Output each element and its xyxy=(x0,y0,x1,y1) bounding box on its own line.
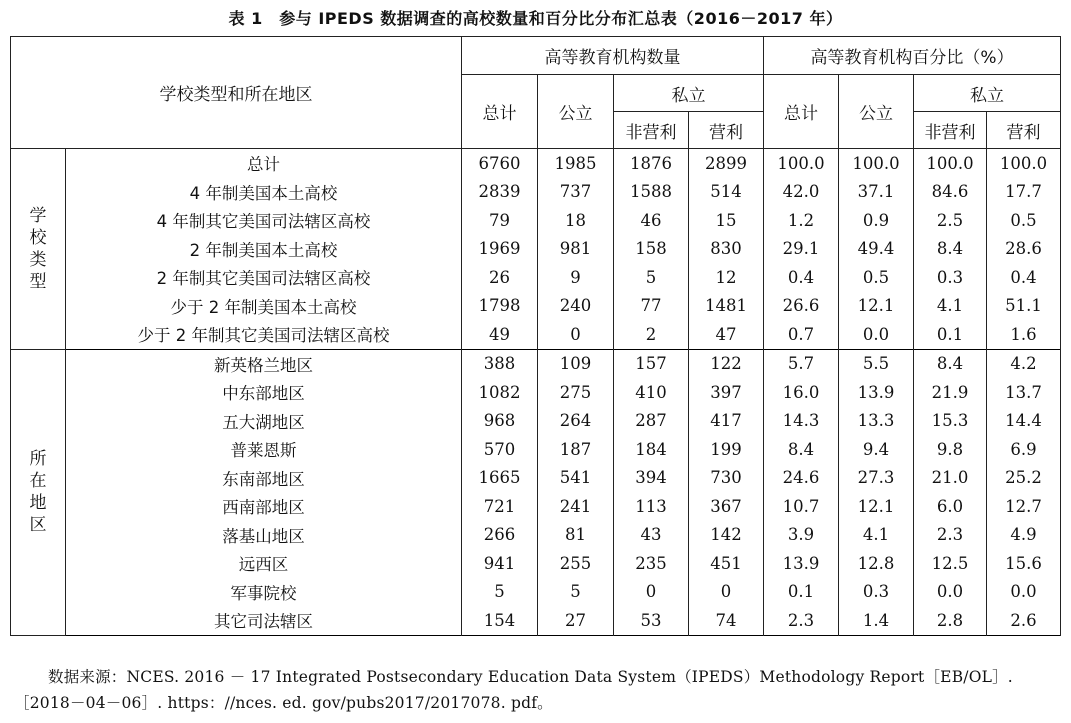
table-cell: 2.3 xyxy=(914,521,987,550)
header-pct-group: 高等教育机构百分比（%） xyxy=(764,37,1061,75)
table-row xyxy=(11,378,1061,407)
table-cell: 199 xyxy=(689,435,764,464)
table-cell: 1.2 xyxy=(764,206,839,235)
table-cell: 2839 xyxy=(462,178,538,207)
table-row xyxy=(11,549,1061,578)
table-title: 表 1 参与 IPEDS 数据调查的高校数量和百分比分布汇总表（2016－2017 年） xyxy=(228,9,843,28)
table-cell: 37.1 xyxy=(839,178,914,207)
table-cell: 721 xyxy=(462,492,538,521)
row-label: 普莱恩斯 xyxy=(66,435,462,464)
table-cell: 275 xyxy=(538,378,614,407)
table-header xyxy=(11,37,1061,149)
table-cell: 0.0 xyxy=(987,578,1061,607)
table-cell: 13.9 xyxy=(839,378,914,407)
table-row xyxy=(11,149,1061,178)
group-label-text: 学校类型 xyxy=(29,205,47,292)
table-cell: 14.4 xyxy=(987,407,1061,436)
table-cell: 79 xyxy=(462,206,538,235)
group-label xyxy=(11,149,66,350)
row-label: 其它司法辖区 xyxy=(66,606,462,635)
table-cell: 451 xyxy=(689,549,764,578)
table-cell: 53 xyxy=(614,606,689,635)
table-cell: 81 xyxy=(538,521,614,550)
table-row xyxy=(11,292,1061,321)
row-label: 东南部地区 xyxy=(66,464,462,493)
table-cell: 2.8 xyxy=(914,606,987,635)
table-cell: 417 xyxy=(689,407,764,436)
table-cell: 4.9 xyxy=(987,521,1061,550)
table-cell: 13.9 xyxy=(764,549,839,578)
header-count-group: 高等教育机构数量 xyxy=(462,37,764,75)
table-cell: 24.6 xyxy=(764,464,839,493)
row-label: 2 年制其它美国司法辖区高校 xyxy=(66,263,462,292)
table-cell: 26.6 xyxy=(764,292,839,321)
table-cell: 1665 xyxy=(462,464,538,493)
table-cell: 15.6 xyxy=(987,549,1061,578)
table-cell: 0.9 xyxy=(839,206,914,235)
table-cell: 5.7 xyxy=(764,349,839,378)
table-cell: 0.7 xyxy=(764,320,839,349)
table-cell: 0.3 xyxy=(914,263,987,292)
row-label: 2 年制美国本土高校 xyxy=(66,235,462,264)
row-label: 落基山地区 xyxy=(66,521,462,550)
table-cell: 77 xyxy=(614,292,689,321)
table-cell: 109 xyxy=(538,349,614,378)
table-cell: 367 xyxy=(689,492,764,521)
table-cell: 514 xyxy=(689,178,764,207)
table-cell: 26 xyxy=(462,263,538,292)
header-pct-public: 公立 xyxy=(839,75,914,149)
table-cell: 1798 xyxy=(462,292,538,321)
table-cell: 12 xyxy=(689,263,764,292)
table-cell: 15.3 xyxy=(914,407,987,436)
table-row xyxy=(11,435,1061,464)
table-cell: 0 xyxy=(614,578,689,607)
table-row xyxy=(11,464,1061,493)
table-cell: 43 xyxy=(614,521,689,550)
group-label xyxy=(11,349,66,635)
table-cell: 0 xyxy=(538,320,614,349)
table-cell: 968 xyxy=(462,407,538,436)
table-cell: 2.5 xyxy=(914,206,987,235)
table-cell: 8.4 xyxy=(764,435,839,464)
header-row-label: 学校类型和所在地区 xyxy=(11,37,462,149)
row-label: 总计 xyxy=(66,149,462,178)
row-label: 五大湖地区 xyxy=(66,407,462,436)
table-cell: 2.3 xyxy=(764,606,839,635)
header-pct-forprofit: 营利 xyxy=(987,112,1061,149)
table-cell: 47 xyxy=(689,320,764,349)
table-cell: 255 xyxy=(538,549,614,578)
table-cell: 1.4 xyxy=(839,606,914,635)
table-cell: 570 xyxy=(462,435,538,464)
row-label: 新英格兰地区 xyxy=(66,349,462,378)
table-cell: 0 xyxy=(689,578,764,607)
table-cell: 6760 xyxy=(462,149,538,178)
table-cell: 4.2 xyxy=(987,349,1061,378)
table-cell: 241 xyxy=(538,492,614,521)
table-cell: 21.9 xyxy=(914,378,987,407)
table-row xyxy=(11,206,1061,235)
table-cell: 0.1 xyxy=(914,320,987,349)
table-row xyxy=(11,521,1061,550)
table-cell: 25.2 xyxy=(987,464,1061,493)
row-label: 中东部地区 xyxy=(66,378,462,407)
table-cell: 3.9 xyxy=(764,521,839,550)
table-cell: 8.4 xyxy=(914,235,987,264)
table-cell: 981 xyxy=(538,235,614,264)
table-row xyxy=(11,407,1061,436)
header-count-nonprofit: 非营利 xyxy=(614,112,689,149)
table-cell: 1985 xyxy=(538,149,614,178)
table-cell: 0.3 xyxy=(839,578,914,607)
table-cell: 1481 xyxy=(689,292,764,321)
table-cell: 157 xyxy=(614,349,689,378)
table-cell: 15 xyxy=(689,206,764,235)
table-cell: 0.0 xyxy=(839,320,914,349)
table-cell: 541 xyxy=(538,464,614,493)
table-cell: 0.5 xyxy=(987,206,1061,235)
table-cell: 184 xyxy=(614,435,689,464)
table-body xyxy=(11,149,1061,636)
table-cell: 5.5 xyxy=(839,349,914,378)
table-cell: 29.1 xyxy=(764,235,839,264)
table-cell: 9 xyxy=(538,263,614,292)
table-cell: 10.7 xyxy=(764,492,839,521)
source-note: 数据来源：NCES. 2016 － 17 Integrated Postsecondary Education Data System（IPEDS）Methodology Report［EB/OL］.［2018－04－06］. https：//nces. ed. gov/pubs2017/2017078. pdf。 xyxy=(14,668,1013,712)
row-label: 少于 2 年制其它美国司法辖区高校 xyxy=(66,320,462,349)
table-cell: 18 xyxy=(538,206,614,235)
table-cell: 12.1 xyxy=(839,492,914,521)
table-row xyxy=(11,320,1061,349)
table-cell: 28.6 xyxy=(987,235,1061,264)
table-cell: 0.1 xyxy=(764,578,839,607)
table-cell: 1876 xyxy=(614,149,689,178)
table-cell: 8.4 xyxy=(914,349,987,378)
table-cell: 122 xyxy=(689,349,764,378)
table-cell: 1588 xyxy=(614,178,689,207)
table-cell: 46 xyxy=(614,206,689,235)
table-cell: 264 xyxy=(538,407,614,436)
table-cell: 1969 xyxy=(462,235,538,264)
table-cell: 100.0 xyxy=(764,149,839,178)
table-cell: 9.8 xyxy=(914,435,987,464)
table-cell: 13.7 xyxy=(987,378,1061,407)
table-cell: 2.6 xyxy=(987,606,1061,635)
header-count-private: 私立 xyxy=(614,75,764,112)
table-cell: 287 xyxy=(614,407,689,436)
table-cell: 235 xyxy=(614,549,689,578)
table-cell: 5 xyxy=(462,578,538,607)
table-cell: 100.0 xyxy=(839,149,914,178)
table-cell: 27.3 xyxy=(839,464,914,493)
header-count-public: 公立 xyxy=(538,75,614,149)
table-cell: 266 xyxy=(462,521,538,550)
row-label: 4 年制美国本土高校 xyxy=(66,178,462,207)
table-cell: 2899 xyxy=(689,149,764,178)
table-cell: 5 xyxy=(538,578,614,607)
table-cell: 388 xyxy=(462,349,538,378)
table-cell: 49 xyxy=(462,320,538,349)
table-cell: 158 xyxy=(614,235,689,264)
data-table xyxy=(10,36,1061,636)
table-cell: 9.4 xyxy=(839,435,914,464)
table-cell: 12.8 xyxy=(839,549,914,578)
table-cell: 49.4 xyxy=(839,235,914,264)
table-cell: 51.1 xyxy=(987,292,1061,321)
table-cell: 142 xyxy=(689,521,764,550)
table-cell: 830 xyxy=(689,235,764,264)
table-row xyxy=(11,492,1061,521)
row-label: 远西区 xyxy=(66,549,462,578)
table-cell: 397 xyxy=(689,378,764,407)
table-cell: 410 xyxy=(614,378,689,407)
table-cell: 154 xyxy=(462,606,538,635)
table-cell: 84.6 xyxy=(914,178,987,207)
header-pct-private: 私立 xyxy=(914,75,1061,112)
table-row xyxy=(11,578,1061,607)
table-cell: 16.0 xyxy=(764,378,839,407)
table-cell: 187 xyxy=(538,435,614,464)
table-cell: 0.5 xyxy=(839,263,914,292)
table-cell: 13.3 xyxy=(839,407,914,436)
table-cell: 12.1 xyxy=(839,292,914,321)
table-cell: 2 xyxy=(614,320,689,349)
table-cell: 941 xyxy=(462,549,538,578)
row-label: 4 年制其它美国司法辖区高校 xyxy=(66,206,462,235)
table-cell: 100.0 xyxy=(914,149,987,178)
table-cell: 1082 xyxy=(462,378,538,407)
table-cell: 4.1 xyxy=(914,292,987,321)
table-cell: 4.1 xyxy=(839,521,914,550)
group-label-text: 所在地区 xyxy=(29,449,47,535)
table-cell: 12.7 xyxy=(987,492,1061,521)
table-row xyxy=(11,606,1061,635)
table-cell: 240 xyxy=(538,292,614,321)
table-cell: 1.6 xyxy=(987,320,1061,349)
table-cell: 113 xyxy=(614,492,689,521)
table-cell: 0.0 xyxy=(914,578,987,607)
table-row xyxy=(11,263,1061,292)
row-label: 军事院校 xyxy=(66,578,462,607)
table-cell: 6.9 xyxy=(987,435,1061,464)
table-cell: 74 xyxy=(689,606,764,635)
table-cell: 394 xyxy=(614,464,689,493)
table-cell: 0.4 xyxy=(987,263,1061,292)
header-count-forprofit: 营利 xyxy=(689,112,764,149)
table-cell: 0.4 xyxy=(764,263,839,292)
table-cell: 730 xyxy=(689,464,764,493)
header-pct-nonprofit: 非营利 xyxy=(914,112,987,149)
table-cell: 737 xyxy=(538,178,614,207)
table-cell: 100.0 xyxy=(987,149,1061,178)
header-pct-total: 总计 xyxy=(764,75,839,149)
table-cell: 21.0 xyxy=(914,464,987,493)
table-cell: 14.3 xyxy=(764,407,839,436)
header-count-total: 总计 xyxy=(462,75,538,149)
table-cell: 12.5 xyxy=(914,549,987,578)
table-cell: 27 xyxy=(538,606,614,635)
table-row xyxy=(11,235,1061,264)
table-cell: 6.0 xyxy=(914,492,987,521)
table-row xyxy=(11,349,1061,378)
row-label: 少于 2 年制美国本土高校 xyxy=(66,292,462,321)
table-row xyxy=(11,178,1061,207)
table-cell: 42.0 xyxy=(764,178,839,207)
table-cell: 17.7 xyxy=(987,178,1061,207)
row-label: 西南部地区 xyxy=(66,492,462,521)
table-cell: 5 xyxy=(614,263,689,292)
